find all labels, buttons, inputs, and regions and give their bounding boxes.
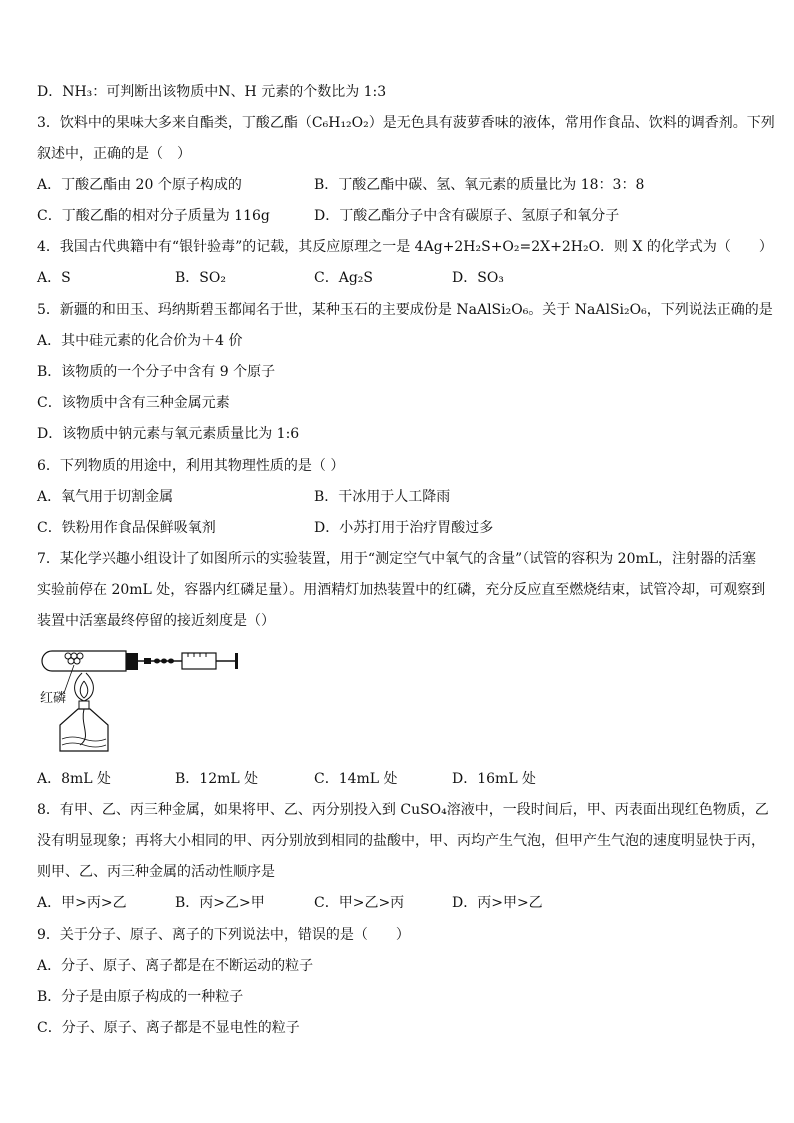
red-phosphorus-label: 红磷 [40,691,67,706]
question-3-stem-cont: 叙述中，正确的是（ ） [37,146,191,162]
q4-option-d: D．SO₃ [452,270,504,286]
q8-option-d: D．丙>甲>乙 [452,895,543,911]
q9-option-b: B．分子是由原子构成的一种粒子 [37,989,244,1005]
q5-option-d: D．该物质中钠元素与氧元素质量比为 1:6 [37,426,300,442]
q4-option-a: A．S [37,270,71,286]
line-q2-option-d: D．NH₃：可判断出该物质中N、H 元素的个数比为 1:3 [37,84,387,100]
q7-option-a: A．8mL 处 [37,771,112,787]
q4-option-b: B．SO₂ [175,270,226,286]
q3-option-d: D．丁酸乙酯分子中含有碳原子、氢原子和氧分子 [314,208,620,224]
q3-option-a: A．丁酸乙酯由 20 个原子构成的 [37,177,242,193]
question-8-stem-cont2: 则甲、乙、丙三种金属的活动性顺序是 [37,864,275,880]
question-5-stem: 5．新疆的和田玉、玛纳斯碧玉都闻名于世，某种玉石的主要成份是 NaAlSi₂O₆。关于 NaAlSi₂O₆，下列说法正确的是 [37,302,773,318]
q6-option-d: D．小苏打用于治疗胃酸过多 [314,520,494,536]
question-7-stem: 7．某化学兴趣小组设计了如图所示的实验装置，用于“测定空气中氧气的含量”（试管的容积为 20mL，注射器的活塞 [37,551,757,567]
question-9-stem: 9．关于分子、原子、离子的下列说法中，错误的是（ ） [37,927,410,943]
q3-option-b: B．丁酸乙酯中碳、氢、氧元素的质量比为 18：3：8 [314,177,645,193]
q6-option-b: B．干冰用于人工降雨 [314,489,451,505]
q6-option-a: A．氧气用于切割金属 [37,489,174,505]
q5-option-a: A．其中硅元素的化合价为＋4 价 [37,333,243,349]
q9-option-c: C．分子、原子、离子都是不显电性的粒子 [37,1020,300,1036]
question-3-stem: 3．饮料中的果味大多来自酯类，丁酸乙酯（C₆H₁₂O₂）是无色具有菠萝香味的液体，常用作食品、饮料的调香剂。下列 [37,115,775,131]
q3-option-c: C．丁酸乙酯的相对分子质量为 116g [37,208,270,224]
question-8-stem: 8．有甲、乙、丙三种金属，如果将甲、乙、丙分别投入到 CuSO₄溶液中，一段时间后，甲、丙表面出现红色物质，乙 [37,802,769,818]
q7-option-c: C．14mL 处 [314,771,398,787]
q8-option-a: A．甲>丙>乙 [37,895,127,911]
q8-option-b: B．丙>乙>甲 [175,895,265,911]
q7-option-b: B．12mL 处 [175,771,259,787]
question-7-stem-cont: 实验前停在 20mL 处，容器内红磷足量）。用酒精灯加热装置中的红磷，充分反应直至燃烧结束，试管冷却，可观察到 [37,582,766,598]
question-7-stem-cont2: 装置中活塞最终停留的接近刻度是（） [37,613,275,629]
q5-option-b: B．该物质的一个分子中含有 9 个原子 [37,364,276,380]
q6-option-c: C．铁粉用作食品保鲜吸氧剂 [37,520,216,536]
q7-option-d: D．16mL 处 [452,771,537,787]
q9-option-a: A．分子、原子、离子都是在不断运动的粒子 [37,958,314,974]
question-4-stem: 4．我国古代典籍中有“银针验毒”的记载，其反应原理之一是 4Ag+2H₂S+O₂=2X+2H₂O．则 X 的化学式为（ ） [37,239,773,255]
experiment-apparatus-figure [40,645,250,757]
question-8-stem-cont: 没有明显现象；再将大小相同的甲、丙分别放到相同的盐酸中，甲、丙均产生气泡，但甲产生气泡的速度明显快于丙， [37,833,765,849]
question-6-stem: 6．下列物质的用途中，利用其物理性质的是（ ） [37,458,345,474]
q4-option-c: C．Ag₂S [314,270,373,286]
q8-option-c: C．甲>乙>丙 [314,895,405,911]
q5-option-c: C．该物质中含有三种金属元素 [37,395,230,411]
